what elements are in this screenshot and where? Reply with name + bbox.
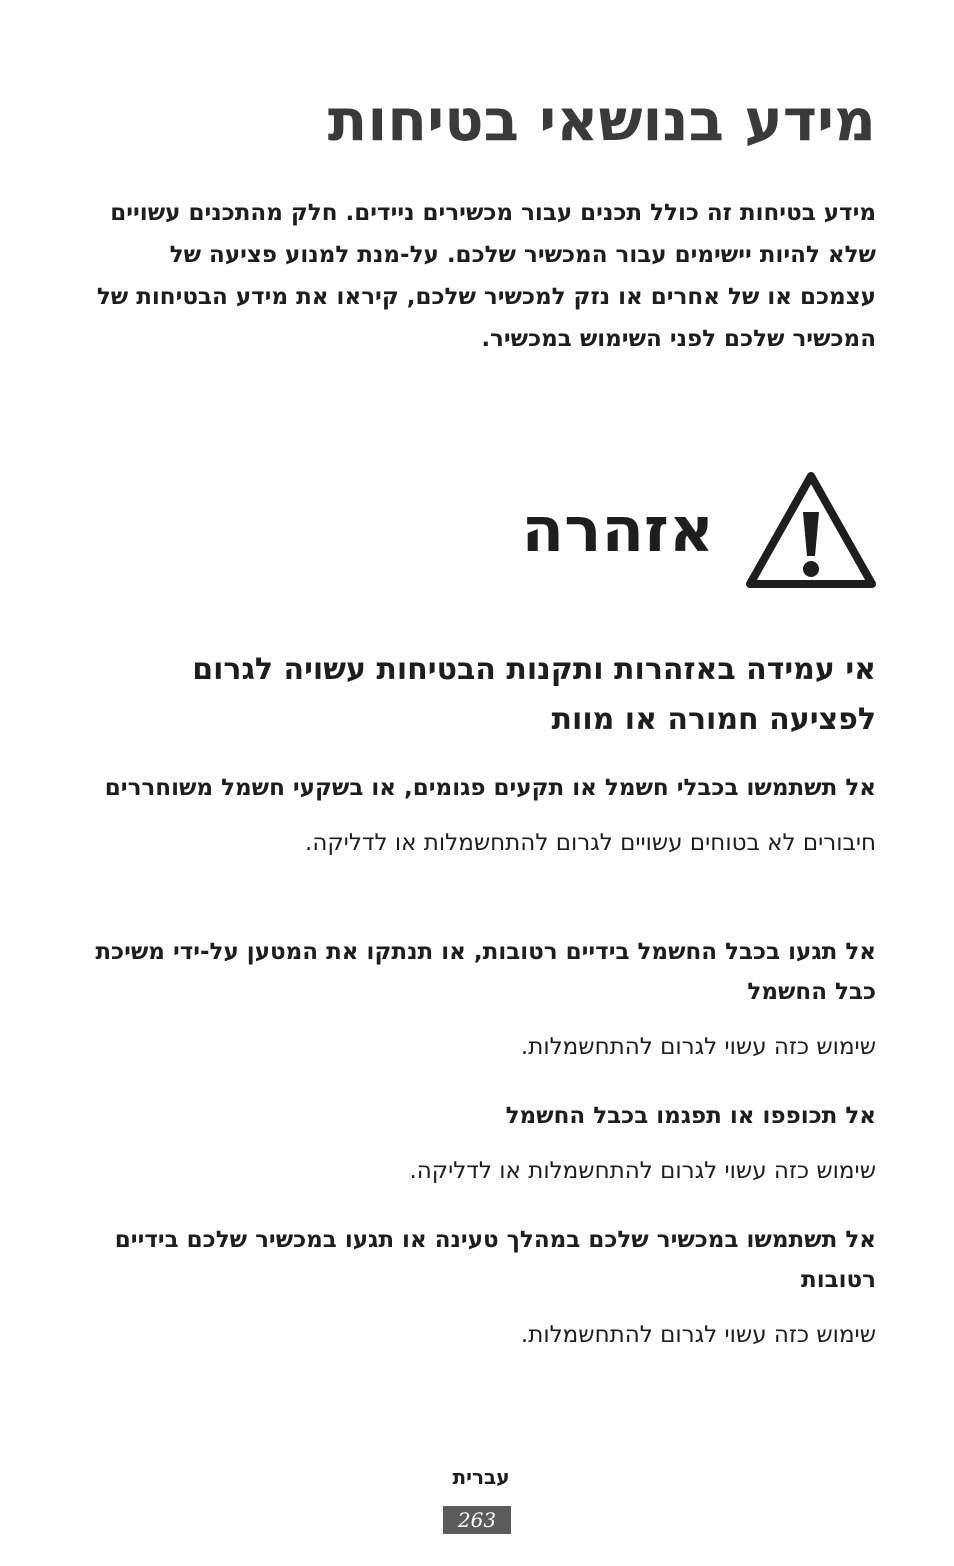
safety-item — [86, 768, 876, 863]
page-number: 263 — [443, 1506, 511, 1534]
footer-language: עברית — [452, 1465, 510, 1489]
safety-item-title: אל תשתמשו בכבלי חשמל או תקעים פגומים, או בשקעי חשמל משוחררים — [104, 775, 876, 801]
section-heading: אי עמידה באזהרות ותקנות הבטיחות עשויה לגרום לפציעה חמורה או מוות — [192, 652, 876, 737]
safety-item-body: חיבורים לא בטוחים עשויים לגרום להתחשמלות או לדליקה. — [305, 830, 876, 856]
safety-item-title: אל תשתמשו במכשיר שלכם במהלך טעינה או תגעו במכשיר שלכם בידיים רטובות — [114, 1227, 876, 1293]
warning-header — [522, 465, 880, 595]
warning-triangle-icon — [742, 468, 880, 592]
safety-item-title: אל תכופפו או תפגמו בכבל החשמל — [505, 1103, 876, 1129]
safety-item — [86, 1096, 876, 1191]
safety-item — [86, 932, 876, 1067]
intro-paragraph: מידע בטיחות זה כולל תכנים עבור מכשירים ניידים. חלק מהתכנים עשויים שלא להיות יישימים עבור המכשיר שלכם. על-מנת למנוע פציעה של עצמכם או של אחרים או נזק למכשיר שלכם, קיראו את מידע הבטיחות של המכשיר שלכם לפני השימוש במכשיר. — [96, 200, 876, 352]
safety-item-body: שימוש כזה עשוי לגרום להתחשמלות. — [520, 1322, 876, 1348]
safety-item-title: אל תגעו בכבל החשמל בידיים רטובות, או תנתקו את המטען על-ידי משיכת כבל החשמל — [95, 939, 876, 1005]
safety-item-body: שימוש כזה עשוי לגרום להתחשמלות או לדליקה. — [409, 1158, 876, 1184]
warning-label: אזהרה — [521, 493, 714, 566]
safety-item — [86, 1220, 876, 1355]
safety-item-body: שימוש כזה עשוי לגרום להתחשמלות. — [520, 1034, 876, 1060]
page-title: מידע בנושאי בטיחות — [327, 86, 876, 154]
